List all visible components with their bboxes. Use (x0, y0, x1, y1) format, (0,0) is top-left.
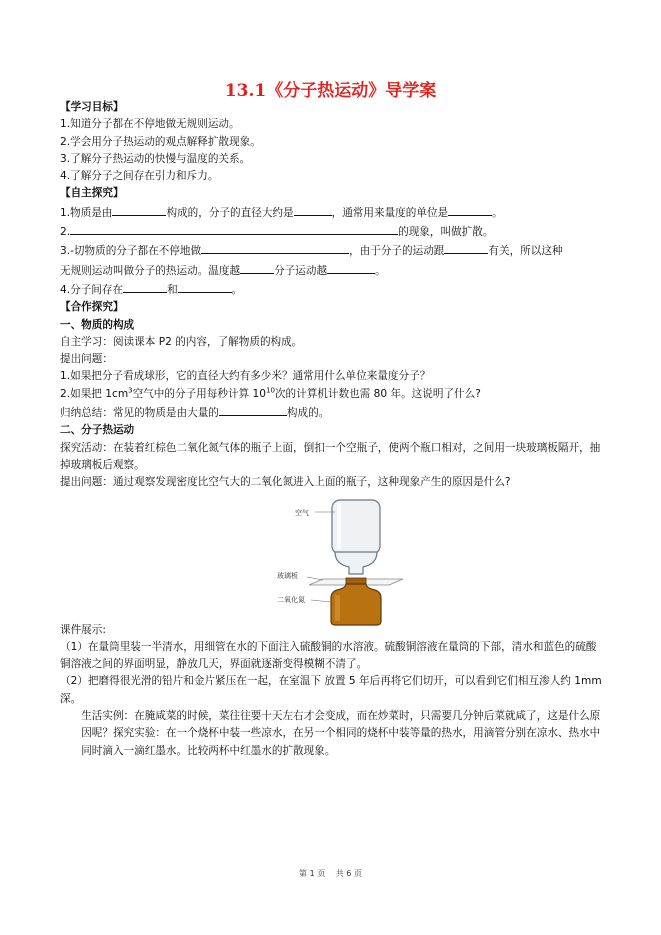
glass-plate-label: 玻璃板 (277, 571, 298, 580)
part2-heading: 二、分子热运动 (60, 424, 135, 437)
courseware-item-2: （2）把磨得很光滑的铅片和金片紧压在一起，在室温下 放置 5 年后再将它们切开，可以看到它们相互渗人约 1mm 深。 (60, 675, 602, 705)
goal-item: 1.知道分子都在不停地做无规则运动。 (60, 118, 240, 131)
self-question-3-cont (60, 261, 605, 280)
q3-text-f: 。 (375, 264, 386, 277)
answer-blank[interactable] (201, 241, 349, 254)
q2p1-text-b: 空气中的分子用每秒计算 10 (132, 387, 266, 400)
coop-heading: 【合作探究】 (60, 301, 124, 314)
air-bottle (332, 500, 380, 574)
goals-heading: 【学习目标】 (60, 101, 124, 113)
answer-blank[interactable] (219, 403, 287, 416)
goal-item: 3.了解分子热运动的快慢与温度的关系。 (60, 152, 251, 165)
goal-item: 4.了解分子之间存在引力和斥力。 (60, 170, 219, 183)
courseware-item-1: （1）在量筒里装一半清水，用细管在水的下面注入硫酸铜的水溶液。硫酸铜溶液在量筒的下部，清水和蓝色的硫酸铜溶液之间的界面明显，静放几天，界面就逐渐变得模糊不清了。 (60, 640, 597, 671)
part1-question-1: 1.如果把分子看成球形，它的直径大约有多少米？通常用什么单位来量度分子？ (60, 370, 431, 383)
conclusion-text-b: 构成的。 (286, 407, 330, 420)
superscript: 3 (128, 386, 133, 395)
self-question-1 (60, 203, 605, 222)
q2p1-text-a: 2.如果把 1cm (60, 387, 129, 400)
part1-question-2 (60, 386, 605, 403)
answer-blank[interactable] (294, 203, 332, 216)
answer-blank[interactable] (70, 222, 398, 235)
answer-blank[interactable] (240, 261, 274, 274)
answer-blank[interactable] (112, 203, 166, 216)
courseware-label: 课件展示: (60, 623, 106, 636)
document-body (60, 99, 605, 760)
superscript: 10 (266, 386, 275, 395)
q1-text-d: 。 (492, 206, 503, 219)
self-question-3 (60, 241, 605, 260)
q1-text-a: 1.物质是由 (60, 206, 113, 219)
ask-label: 提出问题： (60, 353, 113, 366)
no2-label: 二氧化氮 (277, 595, 305, 604)
goal-item: 2.学会用分子热运动的观点解释扩散现象。 (60, 135, 261, 148)
q1-text-b: 构成的，分子的直径大约是 (166, 206, 294, 219)
page-footer: 第 1 页 共 6 页 (299, 869, 362, 878)
air-label: 空气 (295, 508, 309, 517)
self-study-text: 自主学习：阅读课本 P2 的内容，了解物质的构成。 (60, 335, 303, 348)
q2-text-a: 2. (60, 226, 71, 239)
conclusion (60, 403, 605, 422)
q4-text-b: 和 (167, 283, 178, 296)
q2-text-b: 的现象，叫做扩散。 (398, 226, 494, 239)
q3-text-c: 有关，所以这种 (488, 245, 563, 258)
page-title: 13.1《分子热运动》导学案 (224, 81, 437, 101)
self-question-2 (60, 222, 605, 241)
activity-text: 探究活动：在装着红棕色二氧化氮气体的瓶子上面，倒扣一个空瓶子，使两个瓶口相对，之间用一块玻璃板隔开，抽掉玻璃板后观察。 (60, 441, 601, 471)
diffusion-figure (60, 492, 605, 622)
q3-text-d: 无规则运动叫做分子的热运动。温度越 (60, 264, 241, 277)
conclusion-text-a: 归纳总结：常见的物质是由大量的 (60, 407, 219, 420)
answer-blank[interactable] (178, 280, 232, 293)
q2p1-text-c: 次的计算机计数也需 80 年。这说明了什么? (274, 387, 481, 400)
life-example: 生活实例：在腌咸菜的时候，菜往往要十天左右才会变成，而在炒菜时，只需要几分钟后菜就咸了，这是什么原因呢？探究实验：在一个烧杯中装一些凉水，在另一个相同的烧杯中装等量的热水，用滴管分别在凉水、热水中同时滴入一滴红墨水。比较两杯中红墨水的扩散现象。 (81, 710, 601, 757)
bottle-diagram (273, 498, 453, 626)
answer-blank[interactable] (123, 280, 167, 293)
self-question-4 (60, 280, 605, 299)
answer-blank[interactable] (448, 203, 492, 216)
q3-text-b: ，由于分子的运动跟 (349, 245, 445, 258)
part1-heading: 一、物质的构成 (60, 318, 135, 331)
q4-text-a: 4.分子间存在 (60, 283, 124, 296)
q3-text-a: 3.-切物质的分子都在不停地做 (60, 245, 202, 258)
self-study-heading: 【自主探究】 (60, 187, 124, 200)
answer-blank[interactable] (444, 241, 488, 254)
answer-blank[interactable] (327, 261, 375, 274)
question-text: 提出问题：通过观察发现密度比空气大的二氧化氮进入上面的瓶子，这种现象产生的原因是什么? (60, 476, 511, 489)
q1-text-c: ，通常用来量度的单位是 (331, 206, 449, 219)
q4-text-c: 。 (231, 283, 243, 296)
q3-text-e: 分子运动越 (274, 264, 328, 277)
